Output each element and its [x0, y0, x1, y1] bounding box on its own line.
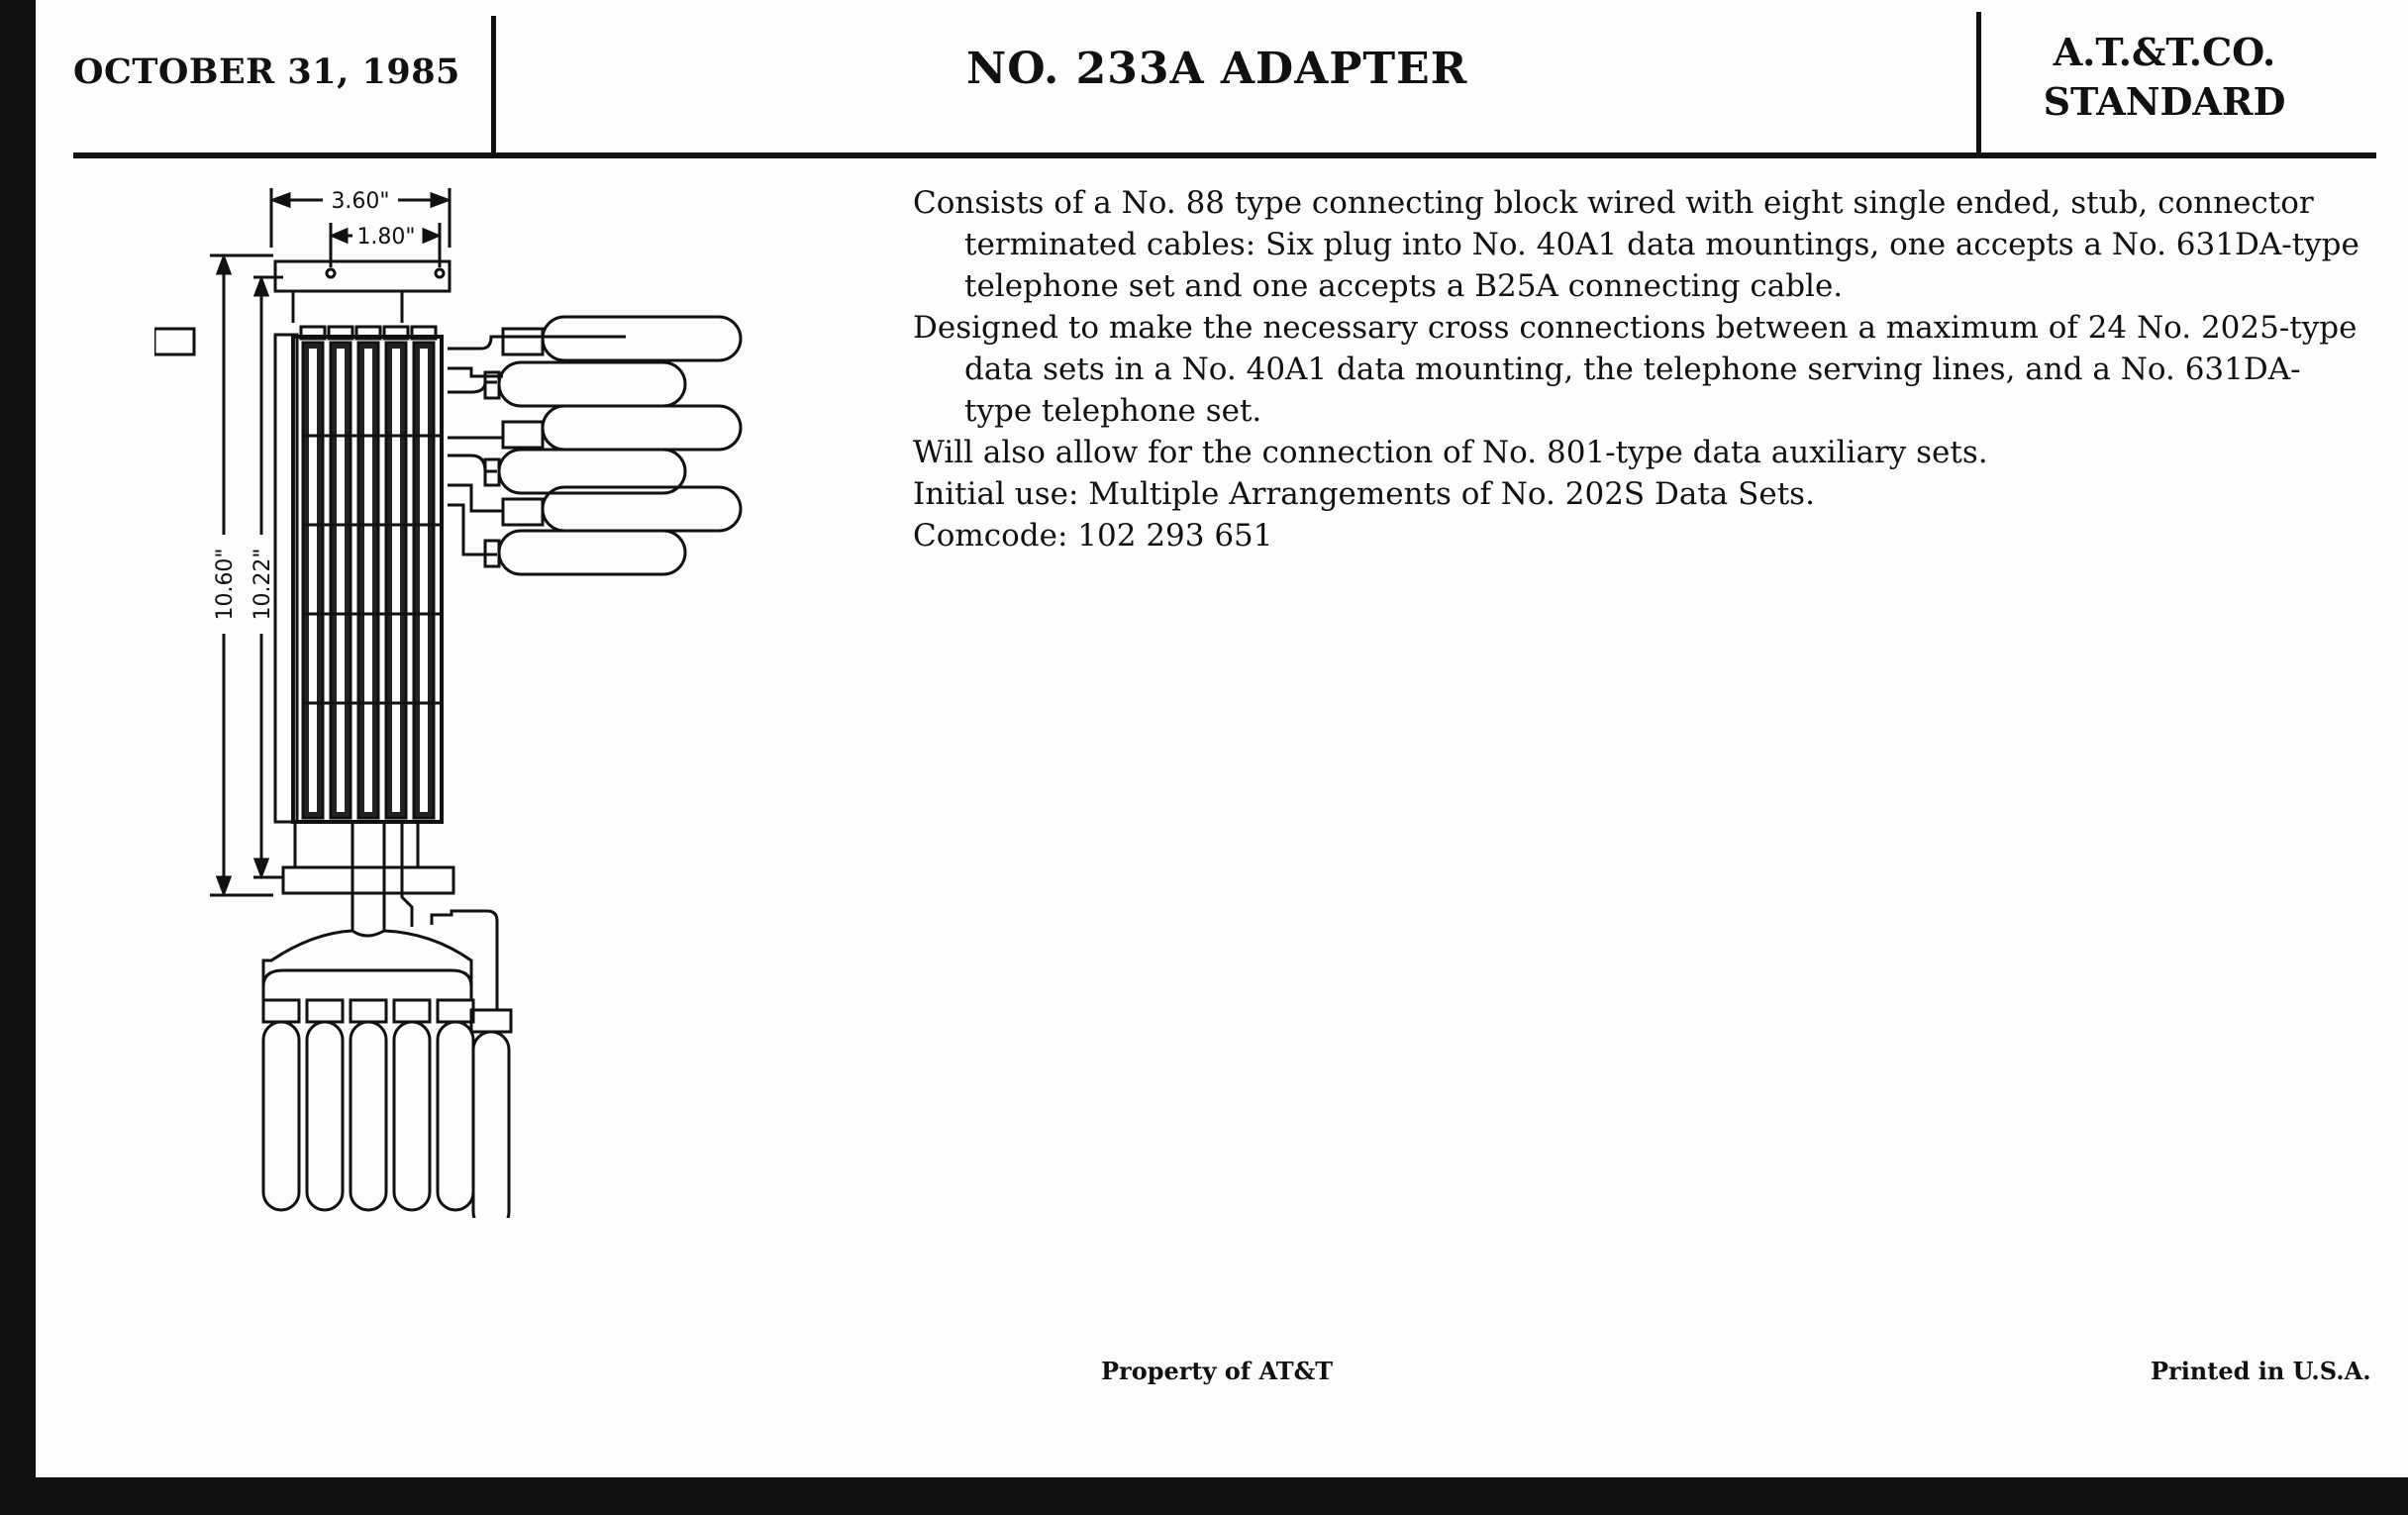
- dim-width-outer-label: 3.60": [331, 189, 390, 214]
- dim-height-inner-label: 10.22": [251, 548, 275, 621]
- page-title: NO. 233A ADAPTER: [966, 44, 1468, 94]
- dim-height: [210, 255, 283, 895]
- header-divider-right: [1976, 12, 1981, 158]
- standard-line-2: STANDARD: [2043, 79, 2286, 124]
- header-divider-left: [491, 16, 496, 158]
- adapter-drawing: [154, 178, 907, 1222]
- description-paragraph: Designed to make the necessary cross connections between a maximum of 24 No. 2025-type data sets in a No. 40A1 data mounting, the telephone serving lines, and a No. 631DA-type telephone set.: [913, 310, 2358, 429]
- standard-line-1: A.T.&T.CO.: [2053, 30, 2276, 74]
- issue-date: OCTOBER 31, 1985: [73, 51, 460, 92]
- description-paragraph: Will also allow for the connection of No. 801-type data auxiliary sets.: [913, 435, 1988, 470]
- description-paragraph: Initial use: Multiple Arrangements of No. 202S Data Sets.: [913, 476, 1815, 512]
- description: [913, 182, 2364, 556]
- spec-sheet: [36, 0, 2408, 1477]
- dim-height-outer-label: 10.60": [213, 548, 238, 621]
- bottom-cables: [263, 822, 511, 1218]
- description-paragraph: Consists of a No. 88 type connecting block wired with eight single ended, stub, connector terminated cables: Six plug into No. 40A1 data mountings, one accepts a No. 631DA-type telephone set and one accepts a B25A connecting cable.: [913, 185, 2359, 304]
- standard-label: [2026, 28, 2303, 127]
- connecting-block: [275, 327, 442, 822]
- description-paragraph: Comcode: 102 293 651: [913, 518, 1273, 554]
- property-footer: Property of AT&T: [1101, 1357, 1334, 1385]
- side-cables: [154, 317, 741, 574]
- printed-footer: Printed in U.S.A.: [2151, 1357, 2371, 1385]
- header-rule: [73, 152, 2376, 158]
- dim-width-inner-label: 1.80": [356, 225, 416, 250]
